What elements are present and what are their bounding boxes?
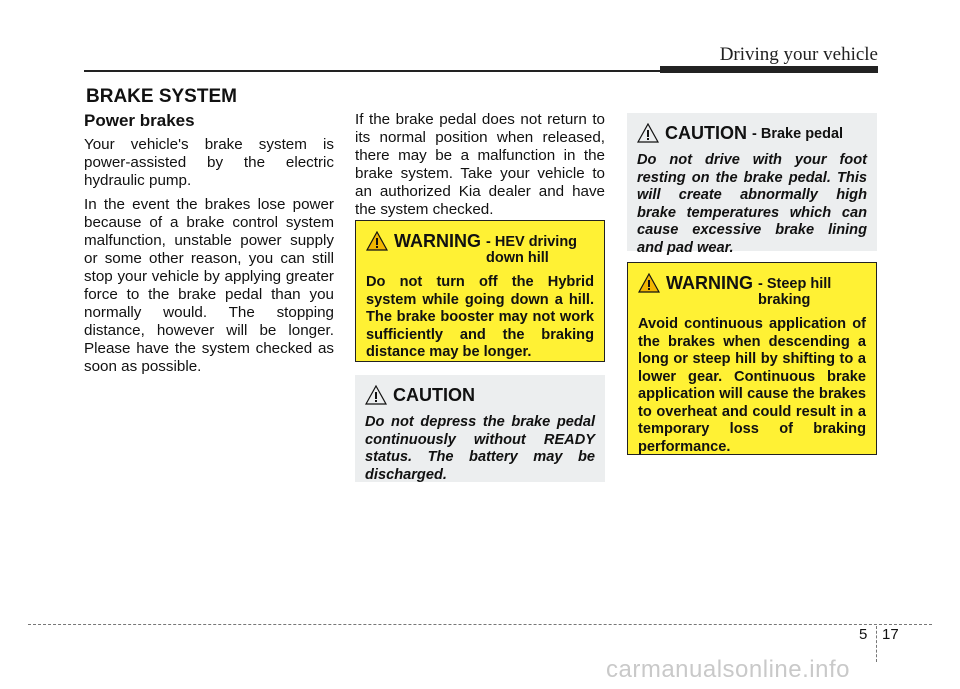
page-header-title: Driving your vehicle	[719, 44, 878, 65]
caution-ready-box	[355, 375, 605, 482]
caution-ready-text: Do not depress the brake pedal continuously without READY status. The battery may be discharged.	[365, 414, 595, 483]
warning-steep-subtitle: - Steep hill braking	[758, 276, 832, 308]
warning-steep-text: Avoid continuous application of the brakes when descending a long or steep hill by shifting to a lower gear. Continuous brake application will cause the brakes to overheat and could result in a temporary loss of braking performance.	[638, 316, 866, 455]
header-rule-thick	[660, 66, 878, 73]
caution-ready-label: CAUTION	[393, 385, 475, 405]
footer-rule	[28, 624, 932, 625]
warning-hev-label: WARNING	[394, 231, 481, 251]
warning-steep-box	[627, 262, 877, 455]
warning-hev-subtitle: - HEV driving down hill	[486, 234, 578, 266]
caution-pedal-subtitle: - Brake pedal	[752, 126, 844, 142]
warning-triangle-icon	[638, 273, 660, 293]
power-brakes-paragraph-2: In the event the brakes lose power because of a brake control system malfunction, unstable power supply or some other reason, you can still stop your vehicle by applying greater force to the brake pedal than you normally would. The stopping distance, however will be longer. Please have the system checked as soon as possible.	[84, 196, 334, 375]
warning-triangle-icon	[366, 231, 388, 251]
brake-pedal-paragraph: If the brake pedal does not return to its normal position when released, there may be a malfunction in the brake system. Take your vehicle to an authorized Kia dealer and have the system checked.	[355, 111, 605, 218]
caution-pedal-text: Do not drive with your foot resting on the brake pedal. This will create abnormally high brake temperatures which can cause excessive brake lining and pad wear.	[637, 152, 867, 256]
header-rule	[84, 70, 660, 72]
page-number-separator	[876, 626, 877, 662]
brake-pedal-column	[355, 111, 605, 225]
warning-steep-label: WARNING	[666, 273, 753, 293]
caution-pedal-label: CAUTION	[665, 123, 747, 143]
power-brakes-paragraph-1: Your vehicle's brake system is power-assisted by the electric hydraulic pump.	[84, 136, 334, 189]
caution-triangle-icon	[365, 385, 387, 405]
chapter-number: 5	[859, 626, 868, 643]
caution-pedal-box	[627, 113, 877, 256]
section-title: BRAKE SYSTEM	[86, 86, 237, 107]
warning-hev-text: Do not turn off the Hybrid system while going down a hill. The brake booster may not work sufficiently and the braking distance may be longer.	[366, 274, 594, 360]
power-brakes-heading: Power brakes	[84, 111, 195, 130]
caution-triangle-icon	[637, 123, 659, 143]
power-brakes-column	[84, 112, 334, 382]
watermark: carmanualsonline.info	[606, 656, 850, 683]
page-number: 17	[882, 626, 899, 643]
warning-hev-box	[355, 220, 605, 362]
